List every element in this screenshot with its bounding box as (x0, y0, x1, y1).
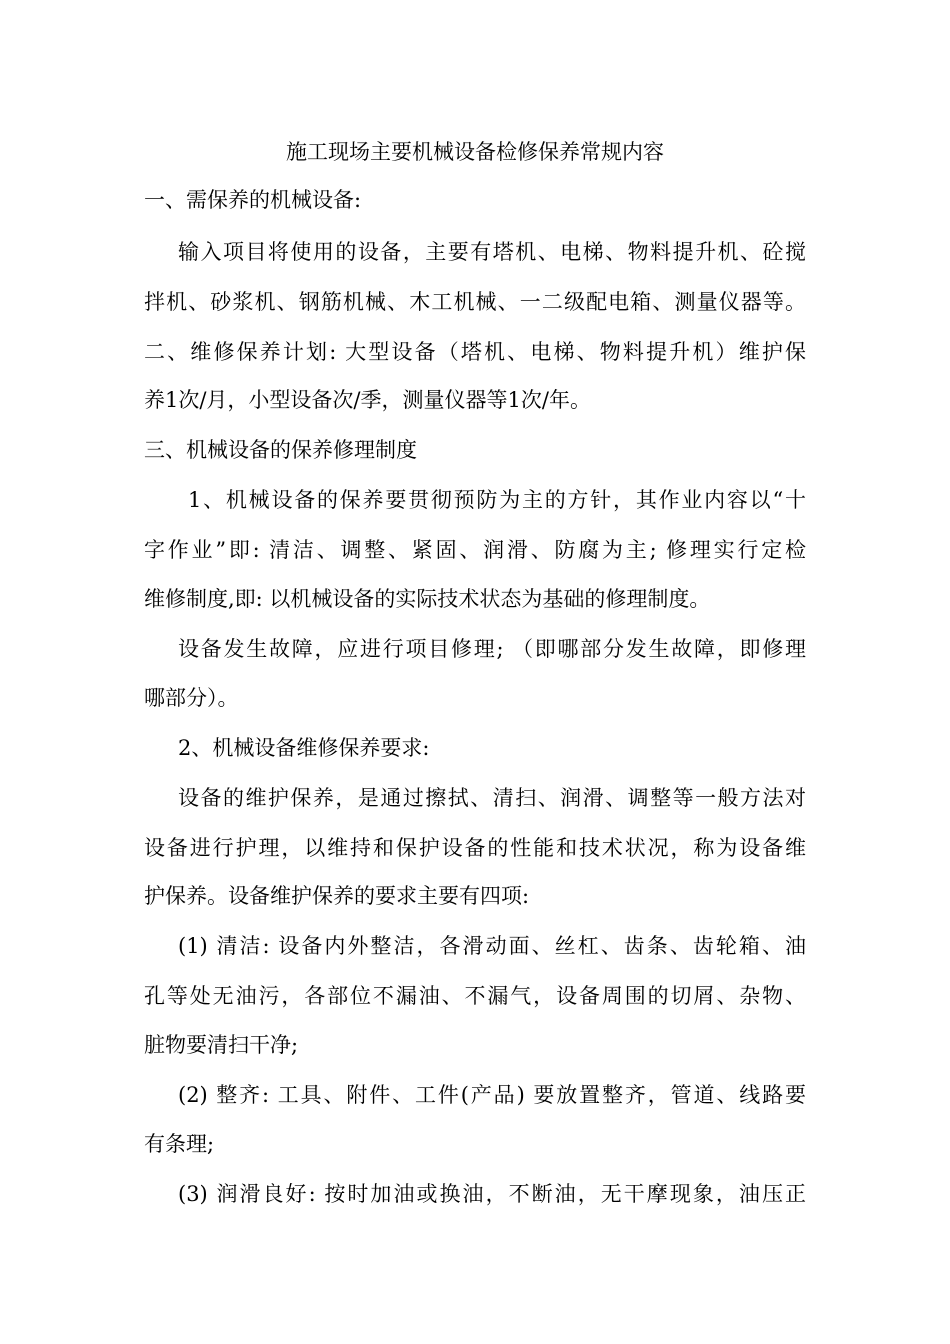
paragraph-line: 设备进行护理，以维持和保护设备的性能和技术状况，称为设备维 (144, 836, 806, 860)
paragraph-line: 养1次/月，小型设备次/季，测量仪器等1次/年。 (144, 388, 591, 412)
list-item-line: (1) 清洁: 设备内外整洁，各滑动面、丝杠、齿条、齿轮箱、油 (178, 934, 806, 958)
list-item-line: (2) 整齐: 工具、附件、工件(产品) 要放置整齐，管道、线路要 (178, 1083, 806, 1107)
paragraph-line: 设备发生故障，应进行项目修理; （即哪部分发生故障，即修理 (178, 637, 806, 661)
subsection-heading: 2、机械设备维修保养要求: (178, 736, 430, 760)
list-item-line: 有条理; (144, 1132, 215, 1156)
section-heading-2: 二、维修保养计划: 大型设备（塔机、电梯、物料提升机）维护保 (144, 340, 806, 364)
paragraph-line: 维修制度,即: 以机械设备的实际技术状态为基础的修理制度。 (144, 587, 711, 611)
section-heading-3: 三、机械设备的保养修理制度 (144, 438, 417, 462)
document-title: 施工现场主要机械设备检修保养常规内容 (286, 140, 664, 164)
list-item-line: 脏物要清扫干净; (144, 1033, 299, 1057)
list-item-line: 孔等处无油污，各部位不漏油、不漏气，设备周围的切屑、杂物、 (144, 984, 806, 1008)
paragraph-line: 1、机械设备的保养要贯彻预防为主的方针，其作业内容以“十 (188, 488, 806, 512)
paragraph-line: 哪部分）。 (144, 686, 239, 710)
paragraph-line: 输入项目将使用的设备，主要有塔机、电梯、物料提升机、砼搅 (178, 240, 806, 264)
paragraph-line: 拌机、砂浆机、钢筋机械、木工机械、一二级配电箱、测量仪器等。 (144, 290, 806, 314)
paragraph-line: 设备的维护保养，是通过擦拭、清扫、润滑、调整等一般方法对 (178, 786, 806, 810)
section-heading-1: 一、需保养的机械设备: (144, 188, 362, 212)
paragraph-line: 字作业”即: 清洁、调整、紧固、润滑、防腐为主; 修理实行定检 (144, 538, 806, 562)
list-item-line: (3) 润滑良好: 按时加油或换油，不断油，无干摩现象，油压正 (178, 1182, 806, 1206)
paragraph-line: 护保养。设备维护保养的要求主要有四项: (144, 884, 530, 908)
